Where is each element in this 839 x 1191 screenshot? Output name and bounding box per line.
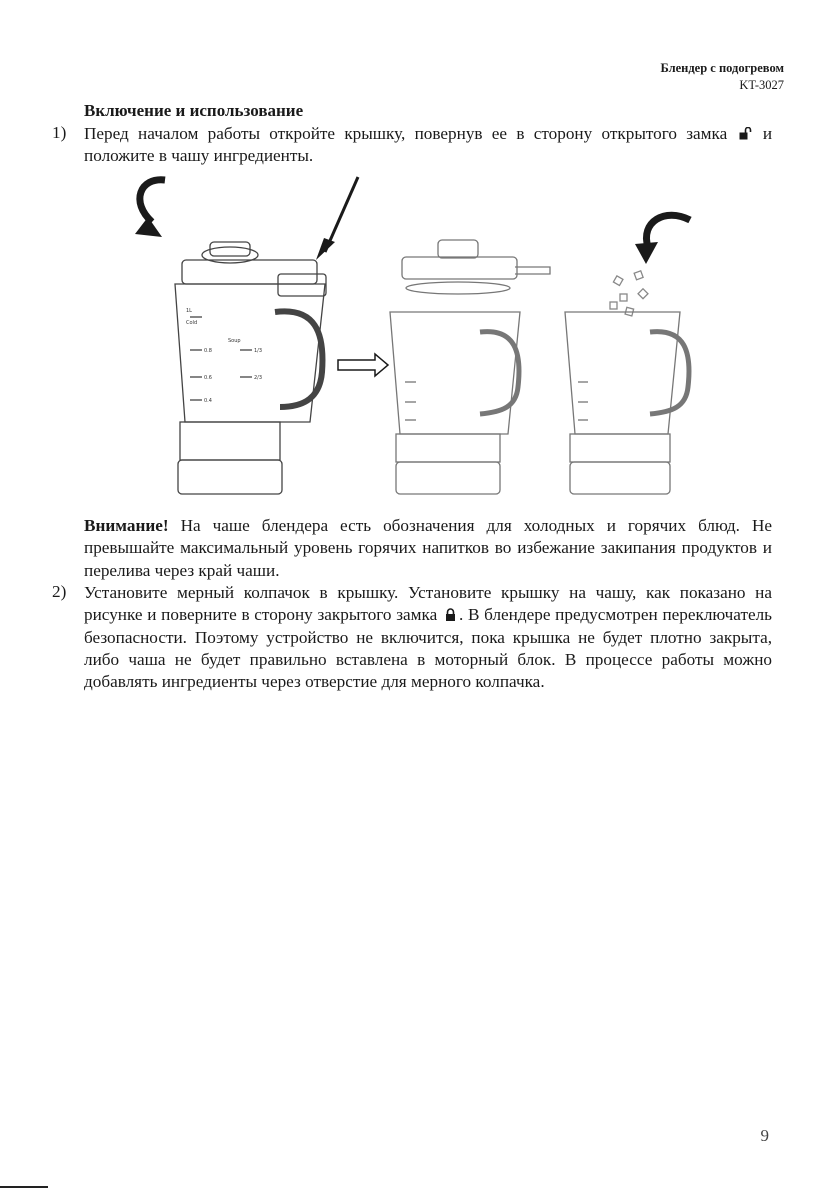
locked-lock-icon [444, 608, 457, 621]
jar-mark-06: 0.6 [204, 375, 212, 381]
blender-jar-open [565, 312, 689, 494]
jar-mark-08: 0.8 [204, 348, 212, 354]
jar-mark-soup: Soup [228, 338, 241, 344]
step-1-text [84, 123, 772, 168]
step-1-text-a: Перед началом работы откройте крышку, повернув ее в сторону открытого замка [84, 124, 728, 143]
product-name: Блендер с подогревом [660, 61, 784, 75]
jar-mark-cold: Cold [186, 320, 198, 326]
page-number: 9 [760, 1126, 769, 1145]
step-1-text-b: и положите в чашу ингредиенты. [84, 124, 773, 166]
warning-label: Внимание! [84, 516, 169, 535]
blender-jar-lid-lifted [390, 240, 550, 494]
footer-rule [0, 1186, 48, 1188]
rotate-left-arrow-icon [140, 180, 165, 222]
ingredient-cubes [610, 271, 648, 316]
jar-mark-04: 0.4 [204, 398, 212, 404]
jar-mark-1l: 1L [186, 308, 192, 314]
section-title: Включение и использование [84, 101, 304, 120]
step-2-number: 2) [52, 582, 67, 601]
warning-body: На чаше блендера есть обозначения для холодных и горячих блюд. Не превышайте максимальный уровень горячих напитков во избежание закипания продуктов и перелива через край чаши. [84, 516, 772, 580]
step-2-text-a: Установите мерный колпачок в крышку. Установите крышку на чашу, как показано на рисунке и поверните в сторону закрытого замка [84, 583, 772, 625]
blender-illustration [120, 172, 720, 507]
unlocked-lock-icon [739, 127, 752, 140]
model-number: KT-3027 [739, 78, 784, 92]
blender-jar-closed [175, 242, 326, 494]
next-step-arrow-icon [338, 354, 388, 376]
page-header [660, 60, 784, 94]
jar-mark-1-3: 1/3 [254, 348, 263, 354]
warning-text [84, 515, 772, 582]
step-2-text-b: . В блендере предусмотрен переключатель безопасности. Поэтому устройство не включится, пока крышка не будет плотно закрыта, либо чаша не будет правильно вставлена в моторный блок. В процессе работы можно добавлять ингредиенты через отверстие для мерного колпачка. [84, 605, 772, 692]
step-2-text [84, 582, 772, 693]
step-1-number: 1) [52, 123, 67, 142]
rotate-right-arrow-icon [646, 215, 690, 247]
jar-mark-2-3: 2/3 [254, 375, 263, 381]
